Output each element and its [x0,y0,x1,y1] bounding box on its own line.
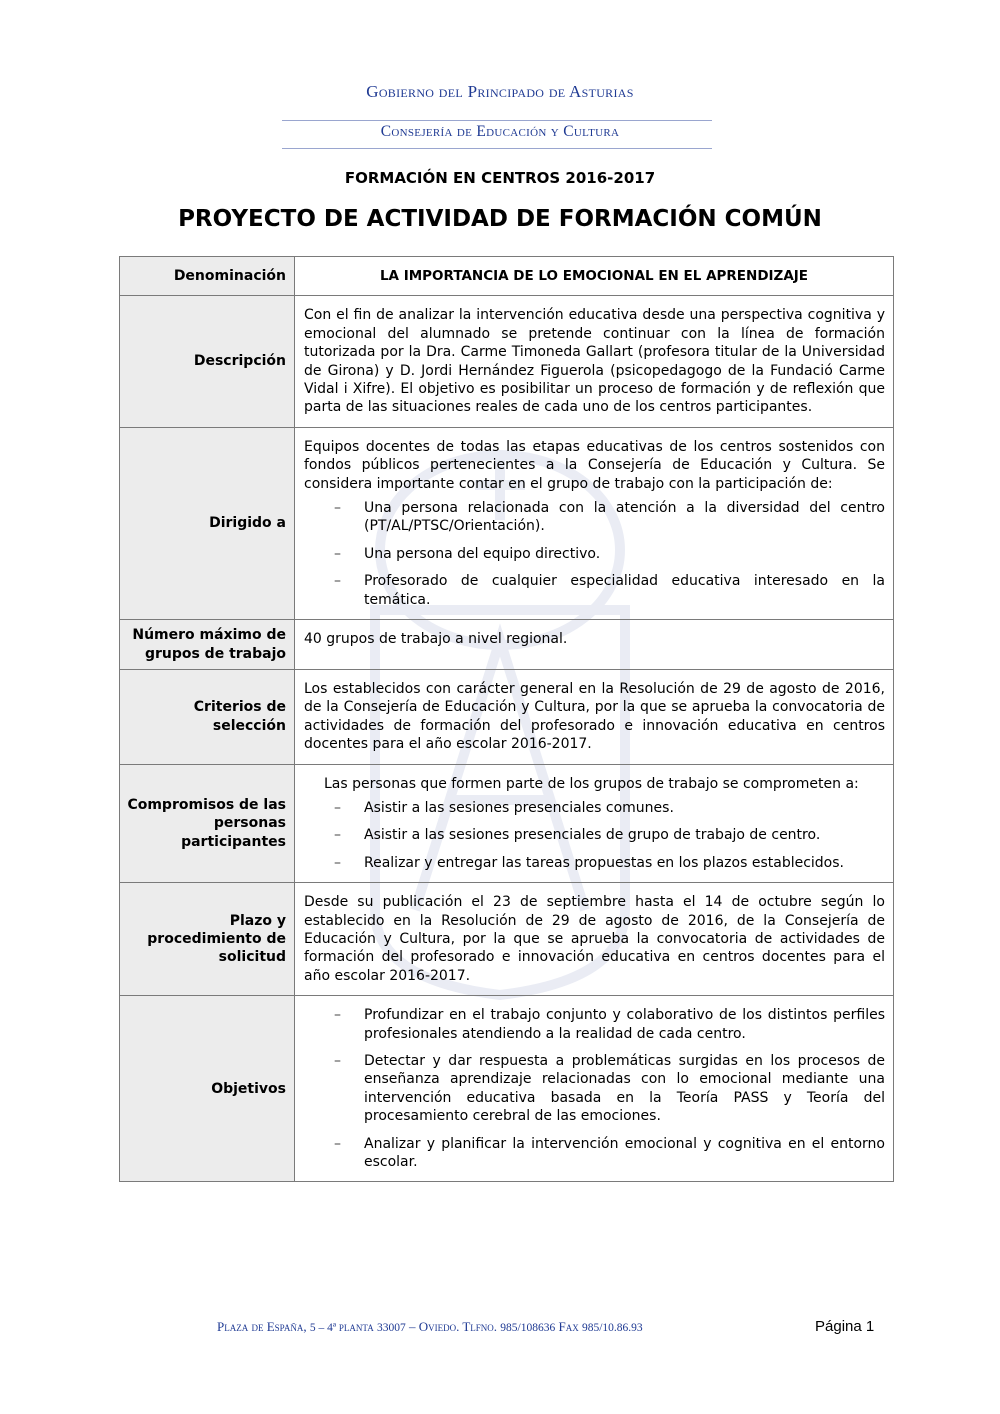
list-item: – Una persona del equipo directivo. [334,545,601,562]
dash-bullet-icon: – [334,827,341,844]
dash-bullet-icon: – [334,1053,341,1069]
list-item: – Una persona relacionada con la atención a la diversidad del centro (PT/AL/PTSC/Orientación). [334,500,885,535]
list-item: – Asistir a las sesiones presenciales de grupo de trabajo de centro. [334,827,821,844]
row-compromisos [120,764,894,883]
value-compromisos [295,764,894,883]
header-government: Gobierno del Principado de Asturias [366,82,634,101]
objetivos-list [304,1006,885,1171]
row-denominacion [120,257,894,296]
list-item: – Detectar y dar respuesta a problemáticas surgidas en los procesos de enseñanza aprendizaje relacionadas con lo emocional mediante una intervención educativa basada en la Teoría PASS y Teoría del procesamiento cerebral de las emociones. [334,1053,885,1125]
label-compromisos: Compromisos de las personas participantes [120,764,295,883]
list-item: – Profesorado de cualquier especialidad educativa interesado en la temática. [334,573,885,608]
dash-bullet-icon: – [334,799,341,816]
dash-bullet-icon: – [334,573,341,590]
value-descripcion: Con el fin de analizar la intervención educativa desde una perspectiva cognitiva y emocional del alumnado se pretende continuar con la línea de formación tutorizada por la Dra. Carme Timoneda Gallart (profesora titular de la Universidad de Girona) y D. Jordi Hernández Figuerola (psicopedagogo de la Fundació Carme Vidal i Xifre). El objetivo es posibilitar un proceso de formación y de reflexión que parta de las situaciones reales de cada uno de los centros participantes. [295,296,894,427]
list-item: – Analizar y planificar la intervención emocional y cognitiva en el entorno escolar. [334,1135,885,1171]
label-dirigido: Dirigido a [120,427,295,619]
list-item: – Realizar y entregar las tareas propuestas en los plazos establecidos. [334,854,844,871]
list-item: – Profundizar en el trabajo conjunto y colaborativo de los distintos perfiles profesionales atendiendo a la realidad de cada centro. [334,1007,885,1042]
header-department: Consejería de Educación y Cultura [380,123,620,140]
dirigido-intro: Equipos docentes de todas las etapas educativas de los centros sostenidos con fondos públicos pertenecientes a la Consejería de Educación y Cultura. Se considera importante contar en el grupo de trabajo con la participación de: [304,438,885,492]
value-numero-maximo: 40 grupos de trabajo a nivel regional. [295,620,894,670]
footer-address: Plaza de España, 5 – 4ª planta 33007 – Oviedo. Tlfno. 985/108636 Fax 985/10.86.93 [217,1319,643,1334]
page-number: Página 1 [815,1318,875,1335]
value-objetivos [295,996,894,1182]
label-objetivos: Objetivos [120,996,295,1182]
row-numero-maximo [120,620,894,670]
dash-bullet-icon: – [334,854,341,871]
value-criterios: Los establecidos con carácter general en la Resolución de 29 de agosto de 2016, de la Consejería de Educación y Cultura, por la que se aprueba la convocatoria de actividades de formación del profesorado e innovación educativa en centros docentes para el año escolar 2016-2017. [295,669,894,764]
row-descripcion [120,296,894,427]
dirigido-list [304,499,885,609]
document-title: PROYECTO DE ACTIVIDAD DE FORMACIÓN COMÚN [178,206,822,232]
label-criterios: Criterios de selección [120,669,295,764]
header-divider [282,148,712,149]
header-divider [282,120,712,121]
compromisos-intro: Las personas que formen parte de los grupos de trabajo se comprometen a: [324,775,859,792]
row-criterios [120,669,894,764]
dash-bullet-icon: – [334,545,341,562]
row-plazo [120,883,894,996]
row-objetivos [120,996,894,1182]
dash-bullet-icon: – [334,500,341,517]
label-denominacion: Denominación [120,257,295,296]
document-subtitle: FORMACIÓN EN CENTROS 2016-2017 [344,169,656,187]
list-item: – Asistir a las sesiones presenciales comunes. [334,799,674,816]
value-dirigido [295,427,894,619]
label-plazo: Plazo y procedimiento de solicitud [120,883,295,996]
dash-bullet-icon: – [334,1007,341,1024]
label-descripcion: Descripción [120,296,295,427]
row-dirigido [120,427,894,619]
value-denominacion: LA IMPORTANCIA DE LO EMOCIONAL EN EL APRENDIZAJE [295,257,894,296]
compromisos-list [304,799,885,872]
value-plazo: Desde su publicación el 23 de septiembre hasta el 14 de octubre según lo establecido en la Resolución de 29 de agosto de 2016, de la Consejería de Educación y Cultura, por la que se aprueba la convocatoria de actividades de formación del profesorado e innovación educativa en centros docentes para el año escolar 2016-2017. [295,883,894,996]
label-numero-maximo: Número máximo de grupos de trabajo [120,620,295,670]
activity-form-table [119,256,894,1182]
dash-bullet-icon: – [334,1135,341,1152]
